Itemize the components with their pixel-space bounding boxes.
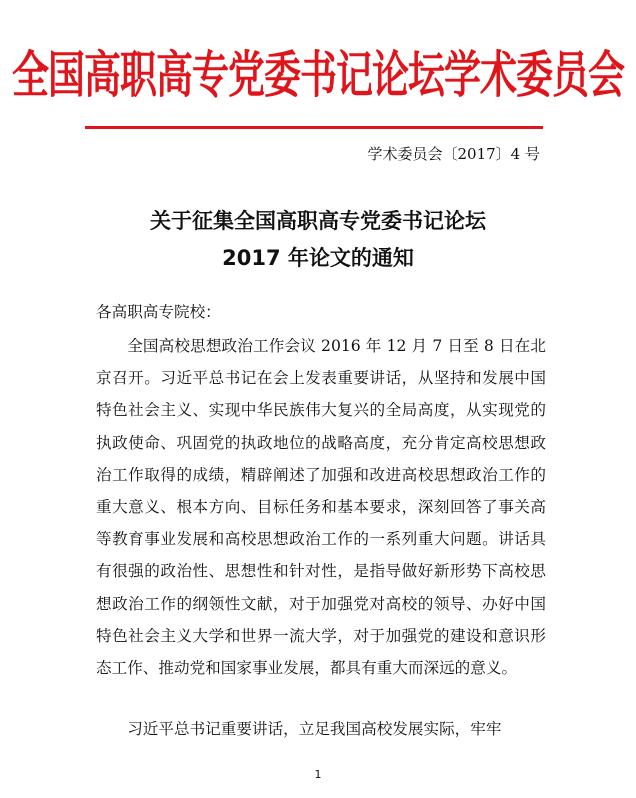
- body-paragraph-1: 全国高校思想政治工作会议 2016 年 12 月 7 日至 8 日在北京召开。习近平总书记在会上发表重要讲话，从坚持和发展中国特色社会主义、实现中华民族伟大复兴的全局高度，从实现党的执政使命、巩固党的执政地位的战略高度，充分肯定高校思想政治工作取得的成绩，精辟阐述了加强和改进高校思想政治工作的重大意义、根本方向、目标任务和基本要求，深刻回答了事关高等教育事业发展和高校思想政治工作的一系列重大问题。讲话具有很强的政治性、思想性和针对性，是指导做好新形势下高校思想政治工作的纲领性文献，对于加强党对高校的领导、办好中国特色社会主义大学和世界一流大学，对于加强党的建设和意识形态工作、推动党和国家事业发展，都具有重大而深远的意义。: [96, 337, 546, 678]
- document-number: 学术委员会〔2017〕4 号: [367, 145, 540, 163]
- notice-title-line1: 关于征集全国高职高专党委书记论坛: [150, 209, 486, 233]
- notice-title-line2: 2017 年论文的通知: [222, 246, 414, 270]
- salutation: 各高职高专院校：: [96, 303, 221, 321]
- red-header-rule: [85, 126, 543, 129]
- body-paragraph-2: 习近平总书记重要讲话，立足我国高校发展实际，牢牢: [127, 720, 502, 738]
- issuer-header-title: 全国高职高专党委书记论坛学术委员会: [12, 44, 624, 105]
- page-number: 1: [314, 768, 322, 781]
